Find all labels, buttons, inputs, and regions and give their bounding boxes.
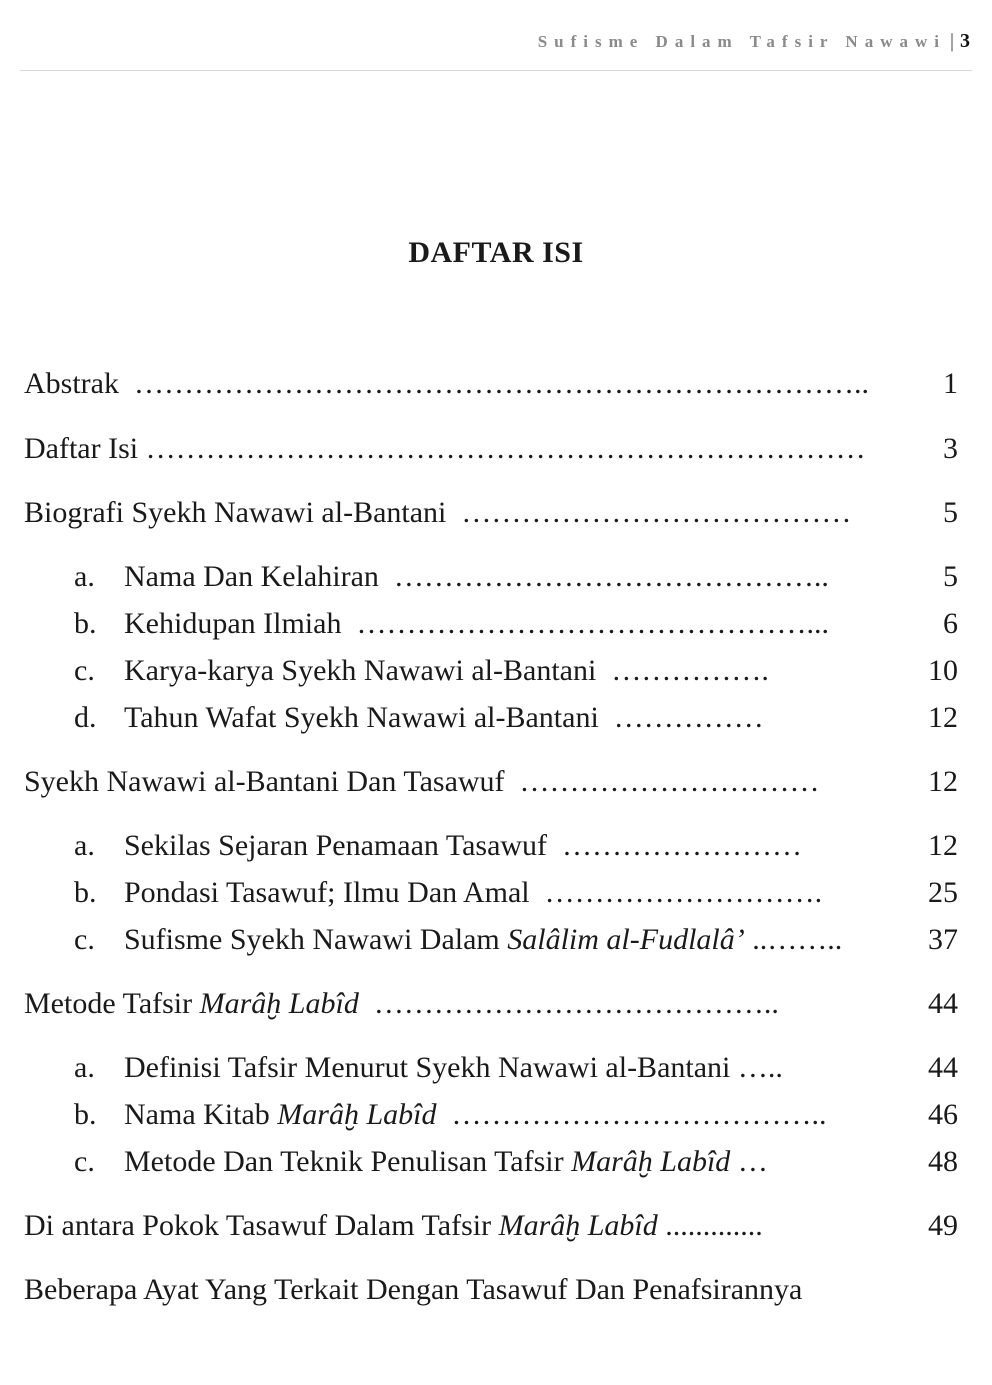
toc-page-number: 6 xyxy=(943,607,958,640)
toc-entry-text: Daftar Isi xyxy=(24,432,139,465)
toc-entry-text: Kehidupan Ilmiah xyxy=(124,607,342,640)
page-title: DAFTAR ISI xyxy=(408,236,584,269)
toc-leader-dots: ............. xyxy=(665,1209,763,1242)
toc-entry-text: Karya-karya Syekh Nawawi al-Bantani xyxy=(124,654,597,687)
toc-page-number: 49 xyxy=(928,1209,958,1242)
toc-subentry-letter: c. xyxy=(74,923,95,956)
toc-page-number: 37 xyxy=(928,923,958,956)
toc-subentry-letter: d. xyxy=(74,701,97,734)
toc-page-number: 12 xyxy=(928,701,958,734)
toc-entry-text: Di antara Pokok Tasawuf Dalam Tafsir xyxy=(24,1209,499,1242)
toc-entry xyxy=(24,1270,958,1310)
toc-leader-dots: ………………………… xyxy=(519,765,820,798)
toc-entry-text: Beberapa Ayat Yang Terkait Dengan Tasawuf Dan Penafsirannya xyxy=(24,1273,803,1306)
toc-leader-dots: ………………………………….. xyxy=(373,987,779,1020)
toc-entry-text: Pondasi Tasawuf; Ilmu Dan Amal xyxy=(124,876,530,909)
toc-leader-dots: …………………… xyxy=(562,829,803,862)
toc-subentry xyxy=(24,698,958,738)
toc-entry xyxy=(24,493,958,533)
toc-subentry-letter: a. xyxy=(74,829,95,862)
toc-subentry xyxy=(24,604,958,644)
toc-subentry xyxy=(24,1142,958,1182)
toc-leader-dots: ……………………………………………………………… xyxy=(145,432,866,465)
toc-subentry xyxy=(24,651,958,691)
toc-entry-text: Abstrak xyxy=(24,367,119,400)
toc-page-number: 44 xyxy=(928,987,958,1020)
toc-leader-dots: …………………………………….. xyxy=(393,560,829,593)
toc-leader-dots: ………………………………… xyxy=(461,496,852,529)
toc-page-number: 12 xyxy=(928,765,958,798)
toc-page-number: 5 xyxy=(943,560,958,593)
toc-page-number: 44 xyxy=(928,1051,958,1084)
toc-leader-dots: ……………………………….. xyxy=(451,1098,827,1131)
toc-entry-text: Syekh Nawawi al-Bantani Dan Tasawuf xyxy=(24,765,505,798)
toc-leader-dots: ….. xyxy=(737,1051,783,1084)
toc-entry xyxy=(24,1206,958,1246)
running-header xyxy=(538,30,970,53)
toc-entry-italic-title: Marâḫ Labîd xyxy=(277,1098,437,1131)
toc-leader-dots: ………………………. xyxy=(544,876,823,909)
toc-entry xyxy=(24,984,958,1024)
toc-page-number: 10 xyxy=(928,654,958,687)
toc-entry xyxy=(24,762,958,802)
toc-entry-italic-title: Marâḫ Labîd xyxy=(199,987,359,1020)
toc-leader-dots: ……………. xyxy=(611,654,769,687)
toc-subentry xyxy=(24,920,958,960)
toc-subentry-letter: a. xyxy=(74,1051,95,1084)
toc-subentry xyxy=(24,873,958,913)
toc-subentry-letter: c. xyxy=(74,1145,95,1178)
toc-leader-dots: … xyxy=(737,1145,768,1178)
toc-page-number: 48 xyxy=(928,1145,958,1178)
toc-entry-text: Metode Tafsir xyxy=(24,987,200,1020)
toc-leader-dots: ……………………………………………………………….. xyxy=(133,367,869,400)
toc-subentry-letter: b. xyxy=(74,607,97,640)
toc-page-number: 25 xyxy=(928,876,958,909)
toc-entry xyxy=(24,429,958,469)
toc-subentry-letter: a. xyxy=(74,560,95,593)
toc-entry-text: Biografi Syekh Nawawi al-Bantani xyxy=(24,496,447,529)
header-rule xyxy=(20,70,972,71)
toc-page-number: 46 xyxy=(928,1098,958,1131)
toc-entry-italic-title: Marâḫ Labîd xyxy=(498,1209,658,1242)
toc-page-number: 1 xyxy=(943,367,958,400)
toc-entry xyxy=(24,364,958,404)
toc-subentry-letter: b. xyxy=(74,1098,97,1131)
toc-page-number: 12 xyxy=(928,829,958,862)
toc-entry-text: Nama Dan Kelahiran xyxy=(124,560,379,593)
toc-page-number: 5 xyxy=(943,496,958,529)
toc-entry-italic-title: Salâlim al-Fudlalâ’ xyxy=(507,923,745,956)
toc-page-number: 3 xyxy=(943,432,958,465)
toc-subentry xyxy=(24,1095,958,1135)
page-number: 3 xyxy=(960,30,970,52)
toc-subentry-letter: b. xyxy=(74,876,97,909)
toc-leader-dots: …………… xyxy=(613,701,764,734)
toc-subentry xyxy=(24,1048,958,1088)
running-header-title: Sufisme Dalam Tafsir Nawawi xyxy=(537,31,946,51)
toc-entry-text: Metode Dan Teknik Penulisan Tafsir xyxy=(124,1145,572,1178)
header-separator: | xyxy=(949,30,954,52)
toc-subentry xyxy=(24,557,958,597)
toc-subentry xyxy=(24,826,958,866)
toc-entry-text: Nama Kitab xyxy=(124,1098,278,1131)
toc-entry-text: Tahun Wafat Syekh Nawawi al-Bantani xyxy=(124,701,599,734)
toc-leader-dots: ..…….. xyxy=(752,923,843,956)
toc-entry-text: Sekilas Sejaran Penamaan Tasawuf xyxy=(124,829,548,862)
toc-leader-dots: ………………………………………... xyxy=(356,607,829,640)
toc-entry-italic-title: Marâḫ Labîd xyxy=(571,1145,731,1178)
toc-entry-text: Definisi Tafsir Menurut Syekh Nawawi al-Bantani xyxy=(124,1051,731,1084)
toc-entry-text: Sufisme Syekh Nawawi Dalam xyxy=(124,923,508,956)
toc-subentry-letter: c. xyxy=(74,654,95,687)
